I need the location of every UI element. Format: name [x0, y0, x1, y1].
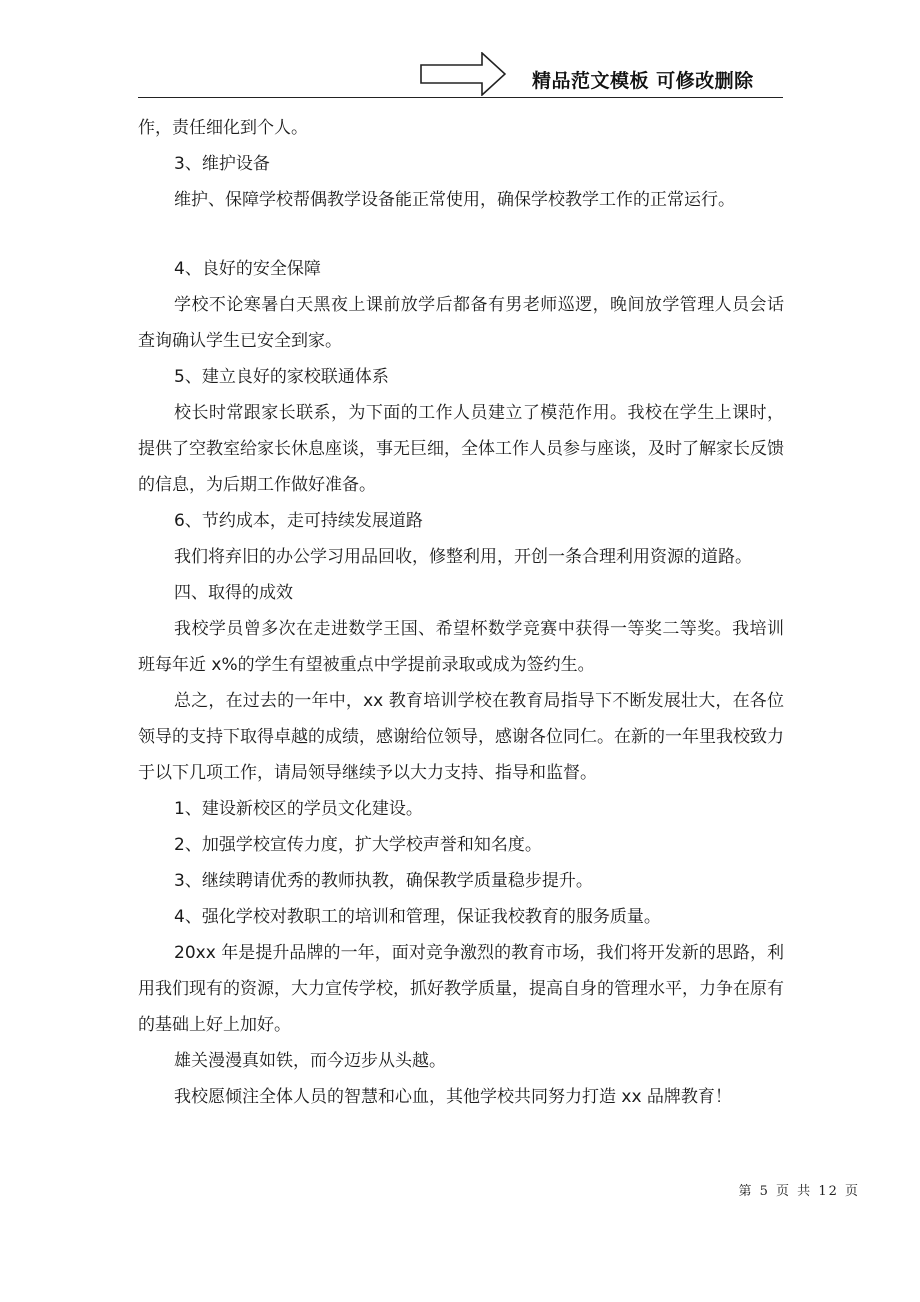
paragraph: 作，责任细化到个人。: [138, 118, 308, 138]
paragraph: 维护、保障学校帮偶教学设备能正常使用，确保学校教学工作的正常运行。: [174, 190, 735, 210]
header-title: 精品范文模板 可修改删除: [532, 70, 754, 92]
section-heading: 6、节约成本，走可持续发展道路: [174, 511, 423, 531]
section-heading: 四、取得的成效: [174, 583, 293, 603]
page-number: 第 5 页 共 12 页: [738, 1184, 860, 1199]
paragraph: 我们将弃旧的办公学习用品回收，修整利用，开创一条合理利用资源的道路。: [174, 547, 752, 567]
right-arrow-icon: [420, 52, 506, 96]
paragraph: 我校学员曾多次在走进数学王国、希望杯数学竞赛中获得一等奖二等奖。我培训班每年近 x%的学生有望被重点中学提前录取或成为签约生。: [138, 619, 784, 675]
blank-line: [138, 218, 784, 251]
section-heading: 4、良好的安全保障: [174, 259, 321, 279]
paragraph: 校长时常跟家长联系，为下面的工作人员建立了模范作用。我校在学生上课时，提供了空教室给家长休息座谈，事无巨细，全体工作人员参与座谈，及时了解家长反馈的信息，为后期工作做好准备。: [138, 403, 784, 495]
paragraph: 总之，在过去的一年中，xx 教育培训学校在教育局指导下不断发展壮大，在各位领导的支持下取得卓越的成绩，感谢给位领导，感谢各位同仁。在新的一年里我校致力于以下几项工作，请局领导继续予以大力支持、指导和监督。: [138, 691, 784, 783]
paragraph: 雄关漫漫真如铁，而今迈步从头越。: [174, 1051, 446, 1071]
paragraph: 20xx 年是提升品牌的一年，面对竞争激烈的教育市场，我们将开发新的思路，利用我们现有的资源，大力宣传学校，抓好教学质量，提高自身的管理水平，力争在原有的基础上好上加好。: [138, 943, 784, 1035]
paragraph: 我校愿倾注全体人员的智慧和心血，其他学校共同努力打造 xx 品牌教育！: [174, 1087, 732, 1107]
header-divider: [138, 97, 783, 98]
list-item: 2、加强学校宣传力度，扩大学校声誉和知名度。: [174, 835, 542, 855]
list-item: 3、继续聘请优秀的教师执教，确保教学质量稳步提升。: [174, 871, 593, 891]
list-item: 1、建设新校区的学员文化建设。: [174, 799, 423, 819]
section-heading: 5、建立良好的家校联通体系: [174, 367, 389, 387]
document-body: [138, 110, 784, 1115]
paragraph: 学校不论寒暑白天黑夜上课前放学后都备有男老师巡逻，晚间放学管理人员会话查询确认学生已安全到家。: [138, 295, 784, 351]
list-item: 4、强化学校对教职工的培训和管理，保证我校教育的服务质量。: [174, 907, 661, 927]
section-heading: 3、维护设备: [174, 154, 270, 174]
